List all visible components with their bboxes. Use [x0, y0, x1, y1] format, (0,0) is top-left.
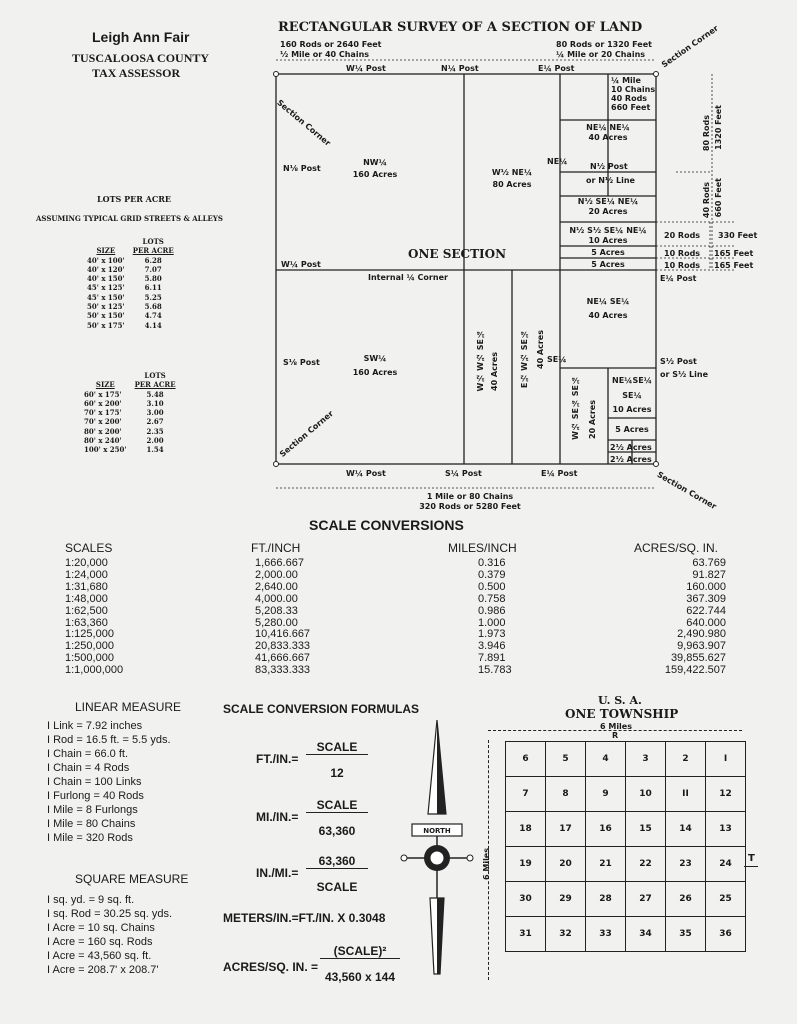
miles-per-inch-value: 0.316: [478, 557, 506, 569]
square-measure-item: I Acre = 10 sq. Chains: [47, 922, 155, 934]
lot-size: 45' x 125': [87, 283, 125, 293]
township-section: 35: [666, 917, 706, 952]
section-corner-nw: Section Corner: [275, 98, 333, 148]
township-section: 33: [586, 917, 626, 952]
miles-per-inch-value: 0.379: [478, 568, 506, 581]
square-measure-item: I Acre = 160 sq. Rods: [47, 936, 153, 948]
dim-top-left-1: 160 Rods or 2640 Feet: [280, 40, 382, 49]
township-section: 34: [626, 917, 666, 952]
scale-value: 1:500,000: [65, 652, 114, 665]
dim-330-feet: 330 Feet: [718, 231, 758, 240]
sw4-acres: 160 Acres: [352, 368, 398, 377]
acres-per-sqin-value: 91.827: [692, 568, 726, 581]
township-section: 4: [586, 742, 626, 777]
n2s2-label: N½ S½ SE¼ NE¼: [569, 226, 647, 235]
dim-80-rods: 80 Rods: [702, 115, 711, 152]
formulas-title: SCALE CONVERSION FORMULAS: [223, 702, 420, 716]
miles-per-inch-value: 0.758: [478, 592, 506, 605]
linear-measure-item: I Mile = 8 Furlongs: [47, 804, 138, 816]
township-section: 21: [586, 847, 626, 882]
post-s2: S½ Post: [660, 357, 697, 366]
acres-per-sqin-value: 2,490.980: [677, 628, 726, 641]
township-grid: [505, 741, 746, 952]
linear-measure-item: I Link = 7.92 inches: [47, 720, 143, 732]
post-s8: S⅛ Post: [283, 358, 320, 367]
lots-per-acre: 6.28: [144, 255, 162, 265]
lots-per-acre: 5.48: [146, 389, 164, 399]
n2se4ne4-label: N½ SE¼ NE¼: [577, 197, 639, 206]
qm-line-4: 660 Feet: [611, 103, 651, 112]
township-miles-top: 6 Miles: [600, 722, 632, 731]
ne4ne4-label: NE¼ NE¼: [586, 123, 630, 132]
linear-measure-item: I Chain = 100 Links: [47, 776, 142, 788]
township-section: 15: [626, 812, 666, 847]
col-acres-sqin: ACRES/SQ. IN.: [634, 541, 719, 555]
lot-size: 80' x 200': [84, 426, 122, 436]
lots-per-acre: 5.25: [144, 292, 162, 302]
ne4se4se4-2: SE¼: [622, 391, 642, 400]
lot-size: 70' x 200': [84, 417, 122, 427]
township-row: [506, 882, 746, 917]
miles-per-inch-value: 1.973: [478, 628, 506, 641]
post-n8: N⅛ Post: [283, 164, 321, 173]
linear-measure-item: I Chain = 4 Rods: [47, 762, 130, 774]
acres-5-a: 5 Acres: [591, 248, 625, 257]
section-corner-se: Section Corner: [655, 470, 718, 512]
compass-north-label: NORTH: [423, 827, 451, 835]
township-section: 16: [586, 812, 626, 847]
township-section: II: [666, 777, 706, 812]
lots-per-acre: 3.10: [146, 398, 164, 408]
township-section: 19: [506, 847, 546, 882]
township-section: 8: [546, 777, 586, 812]
formula-1-lhs: FT./IN.=: [256, 752, 299, 766]
lots-col-header: LOTS: [142, 237, 164, 246]
lots-per-acre: 2.35: [146, 426, 164, 436]
township-section: 36: [706, 917, 746, 952]
lots-per-acre: 2.67: [146, 417, 164, 427]
miles-per-inch-value: 1.000: [478, 616, 506, 629]
dim-top-right-2: ¼ Mile or 20 Chains: [556, 50, 646, 59]
lot-size: 45' x 150': [87, 292, 125, 302]
ne4-label: NE¼: [547, 157, 568, 166]
acres-per-sqin-value: 622.744: [686, 604, 726, 617]
qm-line-3: 40 Rods: [611, 94, 648, 103]
township-section: 2: [666, 742, 706, 777]
ft-per-inch-value: 5,208.33: [255, 604, 298, 617]
post-w4-mid: W¼ Post: [281, 260, 321, 269]
township-section: 5: [546, 742, 586, 777]
ne4se4-label: NE¼ SE¼: [586, 297, 630, 306]
lots-per-acre: 5.68: [144, 302, 162, 312]
township-section: 14: [666, 812, 706, 847]
dim-660-feet: 660 Feet: [714, 178, 723, 218]
ft-per-inch-value: 20,833.333: [255, 640, 311, 653]
miles-per-inch-value: 7.891: [478, 652, 506, 665]
w2se4se4-label: W½ SE¼ SE¼: [571, 376, 580, 440]
acres-per-sqin-value: 640.000: [686, 616, 726, 629]
miles-per-inch-value: 0.500: [478, 580, 506, 593]
township-section: 26: [666, 882, 706, 917]
dim-165-feet-a: 165 Feet: [714, 249, 754, 258]
scale-value: 1:250,000: [65, 640, 114, 653]
ne4se4se4-acres: 10 Acres: [612, 405, 652, 414]
per-acre-col-header: PER ACRE: [132, 246, 174, 256]
township-section: 18: [506, 812, 546, 847]
lots-per-acre: 1.54: [146, 445, 164, 455]
nw4-acres: 160 Acres: [352, 170, 398, 179]
ft-per-inch-value: 4,000.00: [255, 592, 298, 605]
e2w2se4-label: E½ W½ SE¼: [520, 330, 529, 389]
line-s2: or S½ Line: [660, 370, 709, 379]
scale-value: 1:125,000: [65, 628, 114, 641]
square-measure-item: I sq. Rod = 30.25 sq. yds.: [47, 908, 173, 920]
lots-per-acre: 5.80: [144, 274, 162, 284]
ne4se4se4-1: NE¼SE¼: [612, 376, 652, 385]
lots-per-acre: 6.11: [144, 283, 162, 293]
township-section: 9: [586, 777, 626, 812]
qm-line-1: ¼ Mile: [611, 76, 641, 85]
post-n2: N½ Post: [590, 162, 628, 171]
acres-sqin-column: [620, 558, 726, 677]
township-title-1: U. S. A.: [598, 694, 642, 707]
miles-inch-column: [478, 558, 512, 677]
lot-size: 60' x 200': [84, 398, 122, 408]
ft-per-inch-value: 41,666.667: [255, 652, 311, 665]
sw4-label: SW¼: [363, 354, 387, 363]
e2w2se4-acres: 40 Acres: [536, 330, 545, 369]
lot-size: 70' x 175': [84, 408, 122, 418]
township-section: 3: [626, 742, 666, 777]
scale-value: 1:31,680: [65, 580, 108, 593]
acres-2-a: 2½ Acres: [610, 443, 652, 452]
post-n4-top: N¼ Post: [441, 64, 479, 73]
w2se4se4-acres: 20 Acres: [588, 400, 597, 439]
survey-title: RECTANGULAR SURVEY OF A SECTION OF LAND: [278, 20, 643, 35]
linear-measure-item: I Chain = 66.0 ft.: [47, 748, 129, 760]
quarter-mile-box: [611, 76, 655, 112]
miles-per-inch-value: 0.986: [478, 604, 506, 617]
lot-size: 40' x 120': [87, 264, 125, 274]
acres-per-sqin-value: 160.000: [686, 580, 726, 593]
w2w2se4-label: W½ W½ SE¼: [476, 330, 485, 392]
lots-per-acre: 3.00: [146, 408, 164, 418]
linear-measure-item: I Mile = 80 Chains: [47, 818, 136, 830]
post-e4-top: E¼ Post: [538, 64, 575, 73]
township-section: 31: [506, 917, 546, 952]
linear-measure-item: I Furlong = 40 Rods: [47, 790, 144, 802]
section-corner-sw: Section Corner: [278, 409, 336, 459]
line-n2: or N½ Line: [586, 176, 635, 185]
township-section: 27: [626, 882, 666, 917]
ne4ne4-acres: 40 Acres: [588, 133, 628, 142]
linear-measure-item: I Rod = 16.5 ft. = 5.5 yds.: [47, 734, 171, 746]
lots-per-acre: 4.14: [144, 320, 162, 330]
township-row: [506, 777, 746, 812]
lot-size: 50' x 125': [87, 302, 125, 312]
township-section: 23: [666, 847, 706, 882]
dim-top-left-2: ½ Mile or 40 Chains: [280, 50, 370, 59]
township-section: 17: [546, 812, 586, 847]
formula-3-den: SCALE: [316, 880, 358, 894]
section-corner-ne: Section Corner: [660, 23, 720, 70]
formula-3-lhs: IN./MI.=: [256, 866, 299, 880]
post-e4-mid: E¼ Post: [660, 274, 697, 283]
square-measure-list: [47, 893, 172, 977]
scale-value: 1:63,360: [65, 616, 108, 629]
per-acre-col-header: PER ACRE: [134, 380, 176, 390]
ne4se4-acres: 40 Acres: [588, 311, 628, 320]
acres-per-sqin-value: 63.769: [692, 557, 726, 569]
lot-size: 40' x 150': [87, 274, 125, 284]
scale-value: 1:62,500: [65, 604, 108, 617]
township-section: 6: [506, 742, 546, 777]
formula-5-num: (SCALE)²: [320, 944, 400, 959]
township-section: 32: [546, 917, 586, 952]
township-t-label: T: [748, 853, 755, 864]
assessor-name: Leigh Ann Fair: [92, 29, 190, 45]
formula-4: METERS/IN.=FT./IN. X 0.3048: [223, 911, 386, 925]
township-section: 28: [586, 882, 626, 917]
dim-1320-feet: 1320 Feet: [714, 105, 723, 150]
formula-5-den: 43,560 x 144: [324, 970, 396, 984]
square-measure-item: I sq. yd. = 9 sq. ft.: [47, 894, 135, 906]
se4-label: SE¼: [547, 355, 567, 364]
w2w2se4-acres: 40 Acres: [490, 352, 499, 391]
formula-2-num: SCALE: [306, 798, 368, 813]
post-w4-bottom: W¼ Post: [346, 469, 386, 478]
formula-3-num: 63,360: [306, 854, 368, 869]
post-w4-top: W¼ Post: [346, 64, 386, 73]
township-section: 22: [626, 847, 666, 882]
lot-size: 60' x 175': [84, 389, 122, 399]
miles-per-inch-value: 15.783: [478, 664, 512, 677]
w2ne4-acres: 80 Acres: [492, 180, 532, 189]
township-miles-side: 6 Miles: [482, 848, 491, 880]
square-measure-item: I Acre = 208.7' x 208.7': [47, 964, 159, 976]
col-miles-inch: MILES/INCH: [448, 541, 517, 555]
township-section: 30: [506, 882, 546, 917]
linear-measure-title: LINEAR MEASURE: [75, 700, 182, 714]
dim-20-rods: 20 Rods: [664, 231, 701, 240]
township-section: 29: [546, 882, 586, 917]
lot-size: 50' x 175': [87, 320, 125, 330]
township-row: [506, 812, 746, 847]
miles-per-inch-value: 3.946: [478, 640, 506, 653]
w2ne4-label: W½ NE¼: [491, 168, 533, 177]
lots-subtitle: ASSUMING TYPICAL GRID STREETS & ALLEYS: [36, 214, 223, 223]
formula-1-den: 12: [330, 766, 344, 780]
dim-165-feet-b: 165 Feet: [714, 261, 754, 270]
township-r-label: R: [612, 731, 619, 740]
township-row: [506, 917, 746, 952]
internal-corner-label: Internal ¼ Corner: [368, 273, 448, 282]
size-col-header: SIZE: [95, 380, 115, 390]
lots-per-acre: 4.74: [144, 311, 162, 321]
col-ft-inch: FT./INCH: [251, 541, 301, 555]
lot-size: 40' x 100': [87, 255, 125, 265]
township-section: 13: [706, 812, 746, 847]
formula-2-den: 63,360: [318, 824, 356, 838]
ft-per-inch-value: 2,640.00: [255, 580, 298, 593]
acres-per-sqin-value: 9,963.907: [677, 640, 726, 653]
linear-measure-list: [47, 719, 171, 845]
township-t-line: [744, 866, 758, 867]
col-scales: SCALES: [65, 541, 113, 555]
scale-value: 1:24,000: [65, 568, 108, 581]
township-section: 24: [706, 847, 746, 882]
lots-per-acre: 2.00: [146, 436, 164, 446]
ft-per-inch-value: 5,280.00: [255, 616, 298, 629]
lots-col-header: LOTS: [144, 371, 166, 380]
formula-1-num: SCALE: [306, 740, 368, 755]
ft-per-inch-value: 1,666.667: [255, 557, 304, 569]
one-section-label: ONE SECTION: [408, 247, 507, 261]
compass-arrow-icon: [400, 718, 480, 978]
scale-conversions-title: SCALE CONVERSIONS: [309, 517, 464, 533]
dim-40-rods: 40 Rods: [702, 182, 711, 219]
acres-2-b: 2½ Acres: [610, 455, 652, 464]
township-section: 25: [706, 882, 746, 917]
scales-column: [65, 558, 123, 677]
township-section: 12: [706, 777, 746, 812]
acres-5-c: 5 Acres: [615, 425, 649, 434]
county-name: TUSCALOOSA COUNTY: [72, 51, 210, 65]
township-section: 20: [546, 847, 586, 882]
square-measure-title: SQUARE MEASURE: [75, 872, 189, 886]
ft-per-inch-value: 10,416.667: [255, 628, 311, 641]
township-row: [506, 742, 746, 777]
scale-value: 1:1,000,000: [65, 664, 124, 677]
ft-per-inch-value: 83,333.333: [255, 664, 311, 677]
post-s4-bottom: S¼ Post: [445, 469, 482, 478]
township-title-2: ONE TOWNSHIP: [565, 707, 679, 721]
lot-size: 100' x 250': [84, 445, 127, 455]
formula-2-lhs: MI./IN.=: [256, 810, 299, 824]
post-e4-bottom: E¼ Post: [541, 469, 578, 478]
dim-10-rods-b: 10 Rods: [664, 261, 701, 270]
ft-per-inch-value: 2,000.00: [255, 568, 298, 581]
township-top-dim: [488, 730, 742, 731]
dim-10-rods-a: 10 Rods: [664, 249, 701, 258]
township-section: 10: [626, 777, 666, 812]
lot-size: 50' x 150': [87, 311, 125, 321]
acres-per-sqin-value: 39,855.627: [670, 652, 726, 665]
acres-per-sqin-value: 159,422.507: [664, 664, 726, 677]
acres-5-b: 5 Acres: [591, 260, 625, 269]
scale-value: 1:20,000: [65, 557, 108, 569]
lots-per-acre: 7.07: [144, 264, 162, 274]
township-row: [506, 847, 746, 882]
formula-5-lhs: ACRES/SQ. IN. =: [223, 960, 319, 974]
linear-measure-item: I Mile = 320 Rods: [47, 832, 133, 844]
scale-value: 1:48,000: [65, 592, 108, 605]
qm-line-2: 10 Chains: [611, 85, 656, 94]
lot-size: 80' x 240': [84, 436, 122, 446]
township-section: 7: [506, 777, 546, 812]
ft-inch-column: [255, 558, 310, 677]
square-measure-item: I Acre = 43,560 sq. ft.: [47, 950, 152, 962]
dim-bottom-2: 320 Rods or 5280 Feet: [419, 502, 521, 511]
lots-title: LOTS PER ACRE: [97, 194, 171, 204]
office-name: TAX ASSESSOR: [92, 66, 181, 80]
acres-per-sqin-value: 367.309: [686, 592, 726, 605]
township-section: I: [706, 742, 746, 777]
n2se4ne4-acres: 20 Acres: [588, 207, 628, 216]
size-col-header: SIZE: [96, 246, 116, 256]
dim-bottom-1: 1 Mile or 80 Chains: [426, 492, 514, 501]
nw4-label: NW¼: [363, 158, 387, 167]
n2s2-acres: 10 Acres: [588, 236, 628, 245]
dim-top-right-1: 80 Rods or 1320 Feet: [556, 40, 652, 49]
